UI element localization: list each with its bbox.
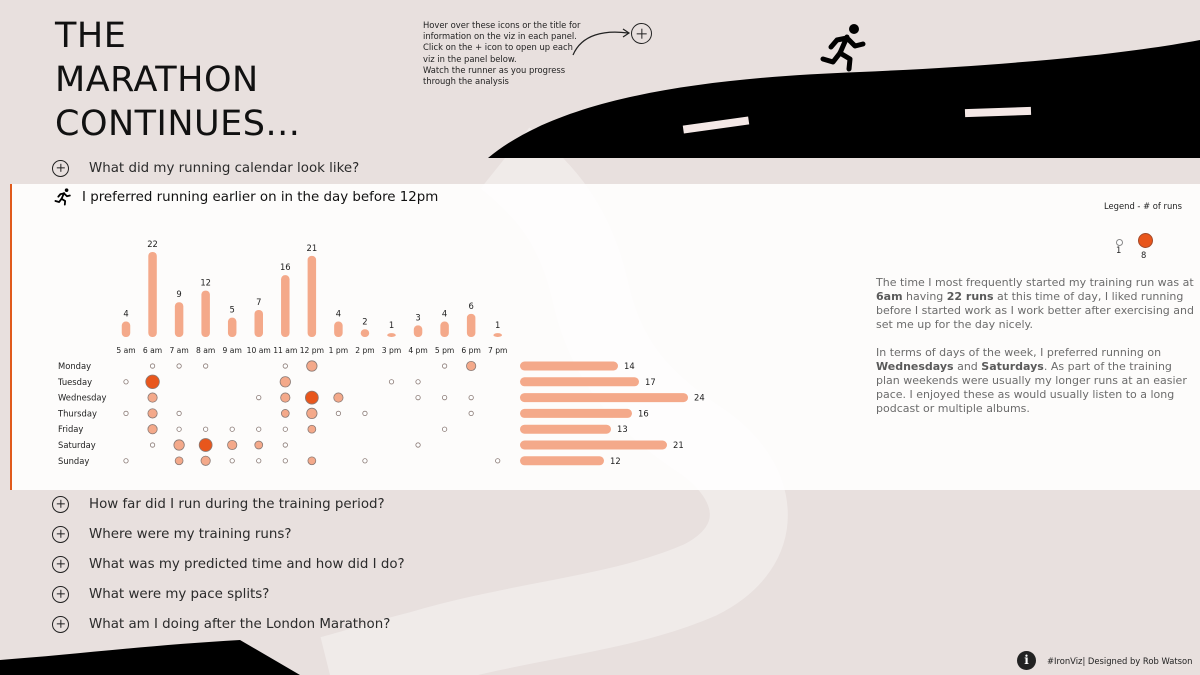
day-hour-bubble bbox=[174, 440, 184, 450]
footer bbox=[1017, 651, 1192, 670]
hour-axis-label: 9 am bbox=[222, 346, 242, 355]
narrative-highlight: Wednesdays bbox=[876, 360, 954, 373]
section-distance[interactable] bbox=[52, 492, 385, 516]
hour-bar bbox=[334, 322, 343, 337]
hour-bar-value: 5 bbox=[229, 304, 235, 315]
section-pace[interactable] bbox=[52, 582, 269, 606]
plus-circle-icon[interactable] bbox=[52, 616, 69, 633]
day-hour-bubble bbox=[203, 364, 207, 368]
info-icon[interactable]: i bbox=[1017, 651, 1036, 670]
day-hour-bubble bbox=[336, 411, 340, 415]
day-hour-bubble bbox=[201, 456, 210, 465]
day-bar bbox=[520, 393, 688, 402]
section-where-label: Where were my training runs? bbox=[89, 526, 292, 542]
day-hour-bubble bbox=[203, 427, 207, 431]
hour-bar bbox=[440, 322, 449, 337]
help-line: viz in the panel below. bbox=[423, 53, 517, 64]
legend-label-max: 8 bbox=[1141, 250, 1147, 260]
section-predicted-label: What was my predicted time and how did I do? bbox=[89, 556, 405, 572]
hour-bar-value: 12 bbox=[200, 277, 211, 288]
day-bar-value: 13 bbox=[617, 424, 628, 435]
day-bar bbox=[520, 456, 604, 465]
hour-axis-label: 7 am bbox=[169, 346, 189, 355]
section-distance-label: How far did I run during the training period? bbox=[89, 496, 385, 512]
hour-axis-label: 5 am bbox=[116, 346, 136, 355]
day-hour-bubble bbox=[442, 395, 446, 399]
day-hour-bubble bbox=[281, 393, 290, 402]
day-axis-label: Saturday bbox=[58, 440, 96, 450]
hour-bar-value: 1 bbox=[495, 320, 501, 331]
narrative-highlight: 22 runs bbox=[946, 290, 994, 303]
day-axis-label: Friday bbox=[58, 424, 84, 435]
day-hour-bubble bbox=[150, 364, 154, 368]
day-hour-bubble bbox=[308, 425, 316, 433]
day-bar-value: 12 bbox=[610, 455, 621, 466]
legend-label-min: 1 bbox=[1116, 245, 1122, 255]
help-line: Watch the runner as you progress bbox=[423, 64, 566, 75]
day-hour-bubble bbox=[283, 427, 287, 431]
hour-axis-label: 12 pm bbox=[299, 346, 324, 355]
day-bar-value: 17 bbox=[645, 376, 656, 387]
hour-bar-value: 22 bbox=[147, 239, 158, 249]
section-calendar-label: What did my running calendar look like? bbox=[89, 160, 360, 176]
day-bar-value: 16 bbox=[638, 408, 649, 419]
day-hour-bubble bbox=[148, 393, 157, 402]
plus-circle-icon[interactable] bbox=[52, 526, 69, 543]
day-hour-bubble bbox=[255, 441, 263, 449]
section-after[interactable] bbox=[52, 612, 390, 636]
hour-bar-value: 3 bbox=[415, 312, 421, 323]
help-line: through the analysis bbox=[423, 76, 509, 87]
day-hour-bubble bbox=[257, 459, 261, 463]
day-hour-bubble bbox=[148, 409, 157, 418]
hour-axis-label: 11 am bbox=[273, 346, 298, 355]
plus-circle-icon[interactable] bbox=[52, 556, 69, 573]
help-line: Hover over these icons or the title for bbox=[423, 20, 581, 30]
day-hour-bubble bbox=[496, 459, 500, 463]
day-hour-bubble bbox=[334, 393, 343, 402]
hour-axis-label: 1 pm bbox=[328, 346, 349, 355]
hour-bar-value: 2 bbox=[362, 316, 368, 327]
day-hour-bubble bbox=[177, 411, 181, 415]
help-line: Click on the + icon to open up each bbox=[423, 42, 573, 53]
hour-bar-value: 4 bbox=[441, 308, 448, 319]
narrative-text: In terms of days of the week, I preferred running on bbox=[876, 346, 1162, 359]
hour-bar bbox=[281, 275, 290, 337]
day-hour-bubble bbox=[228, 440, 237, 449]
hour-bar-value: 6 bbox=[468, 300, 474, 311]
hour-bar bbox=[175, 302, 184, 337]
active-panel-title[interactable]: I preferred running earlier on in the day before 12pm bbox=[82, 189, 439, 205]
hour-bar bbox=[467, 314, 476, 337]
narrative-text: . As part of the training plan weekends were usually my longer runs at an easier pace. I enjoyed these as would usually listen to a long podcast or multiple albums. bbox=[876, 360, 1187, 415]
day-hour-bubble bbox=[283, 443, 287, 447]
day-hour-bubble bbox=[363, 459, 367, 463]
narrative-text: The time I most frequently started my training run was at bbox=[876, 276, 1194, 289]
section-where[interactable] bbox=[52, 522, 292, 546]
day-hour-bubble bbox=[442, 427, 446, 431]
section-predicted[interactable] bbox=[52, 552, 405, 576]
hour-bar bbox=[414, 325, 423, 337]
section-pace-label: What were my pace splits? bbox=[89, 586, 270, 602]
hour-bar-value: 7 bbox=[256, 296, 262, 307]
day-hour-bubble bbox=[442, 364, 446, 368]
hour-bar bbox=[122, 322, 131, 337]
day-hour-bubble bbox=[177, 427, 181, 431]
day-bar-value: 21 bbox=[673, 440, 684, 450]
day-bar bbox=[520, 362, 618, 371]
narrative-highlight: Saturdays bbox=[981, 360, 1044, 373]
day-bar bbox=[520, 441, 667, 450]
day-hour-bubble bbox=[150, 443, 154, 447]
day-hour-bubble bbox=[148, 425, 157, 434]
day-hour-bubble bbox=[283, 459, 287, 463]
day-bar bbox=[520, 425, 611, 434]
day-hour-bubble bbox=[469, 411, 473, 415]
day-hour-bubble bbox=[124, 380, 128, 384]
day-hour-bubble bbox=[257, 427, 261, 431]
day-hour-bubble bbox=[283, 364, 287, 368]
hour-axis-label: 3 pm bbox=[381, 346, 402, 355]
narrative-text: at this time of day, I liked running before I started work as I work better after exercising and set me up for the day nicely. bbox=[876, 290, 1194, 331]
narrative-highlight: 6am bbox=[876, 290, 903, 303]
day-bar-value: 24 bbox=[694, 392, 705, 403]
day-hour-bubble bbox=[308, 457, 316, 465]
day-bar-value: 14 bbox=[624, 361, 635, 371]
day-hour-bubble bbox=[416, 380, 420, 384]
hour-axis-label: 2 pm bbox=[355, 346, 375, 355]
day-hour-bubble bbox=[175, 457, 183, 465]
plus-circle-icon[interactable] bbox=[52, 586, 69, 603]
narrative-text: having bbox=[902, 290, 947, 303]
day-hour-bubble bbox=[466, 361, 475, 370]
hour-axis-label: 7 pm bbox=[487, 346, 508, 355]
hour-bar bbox=[228, 318, 237, 337]
hour-bar bbox=[148, 252, 157, 337]
hour-bar bbox=[201, 291, 210, 337]
hour-bar bbox=[255, 310, 264, 337]
day-hour-bubble bbox=[307, 408, 317, 418]
day-hour-bubble bbox=[230, 459, 234, 463]
day-hour-bubble bbox=[389, 380, 393, 384]
day-hour-bubble bbox=[124, 411, 128, 415]
day-axis-label: Thursday bbox=[58, 408, 97, 419]
day-hour-bubble bbox=[124, 459, 128, 463]
day-axis-label: Monday bbox=[58, 361, 92, 371]
hour-bar-value: 16 bbox=[279, 262, 291, 273]
hour-bar bbox=[387, 333, 396, 337]
day-hour-bubble bbox=[230, 427, 234, 431]
hour-bar-value: 4 bbox=[123, 308, 129, 319]
hour-bar-value: 21 bbox=[306, 242, 318, 253]
day-hour-bubble bbox=[280, 377, 290, 387]
hour-bar-value: 4 bbox=[335, 308, 342, 319]
page-title-line: THE bbox=[55, 16, 127, 56]
day-hour-bubble bbox=[469, 395, 473, 399]
plus-circle-icon[interactable] bbox=[52, 496, 69, 513]
footer-credit: #IronViz| Designed by Rob Watson bbox=[1047, 655, 1193, 666]
legend-title: Legend - # of runs bbox=[1104, 201, 1182, 211]
day-hour-bubble bbox=[281, 409, 289, 417]
help-line: information on the viz in each panel. bbox=[423, 31, 577, 42]
day-bar bbox=[520, 409, 632, 418]
day-hour-bubble bbox=[305, 391, 318, 404]
hour-bar-value: 1 bbox=[388, 320, 395, 331]
day-axis-label: Wednesday bbox=[58, 392, 107, 403]
hour-bar-value: 9 bbox=[176, 289, 182, 300]
hour-axis-label: 8 am bbox=[196, 346, 216, 355]
hour-axis-label: 10 am bbox=[246, 346, 271, 355]
hour-axis-label: 6 am bbox=[142, 346, 163, 355]
hour-bar bbox=[493, 333, 502, 337]
narrative-text: and bbox=[953, 360, 982, 373]
day-hour-bubble bbox=[177, 364, 181, 368]
day-axis-label: Tuesday bbox=[58, 376, 93, 387]
day-hour-bubble bbox=[416, 395, 420, 399]
hour-bar bbox=[308, 256, 317, 337]
hour-bar bbox=[361, 329, 370, 337]
day-hour-bubble bbox=[307, 361, 317, 371]
day-hour-bubble bbox=[199, 439, 212, 452]
day-hour-bubble bbox=[257, 395, 261, 399]
day-hour-bubble bbox=[146, 375, 160, 389]
page-title-line: CONTINUES... bbox=[55, 104, 301, 144]
day-bar bbox=[520, 377, 639, 386]
section-after-label: What am I doing after the London Marathon? bbox=[89, 616, 391, 632]
page-title-line: MARATHON bbox=[55, 60, 259, 100]
hour-axis-label: 4 pm bbox=[408, 346, 428, 355]
hour-axis-label: 5 pm bbox=[434, 346, 455, 355]
day-hour-bubble bbox=[363, 411, 367, 415]
day-axis-label: Sunday bbox=[58, 455, 90, 466]
hour-axis-label: 6 pm bbox=[461, 346, 481, 355]
day-hour-bubble bbox=[416, 443, 420, 447]
